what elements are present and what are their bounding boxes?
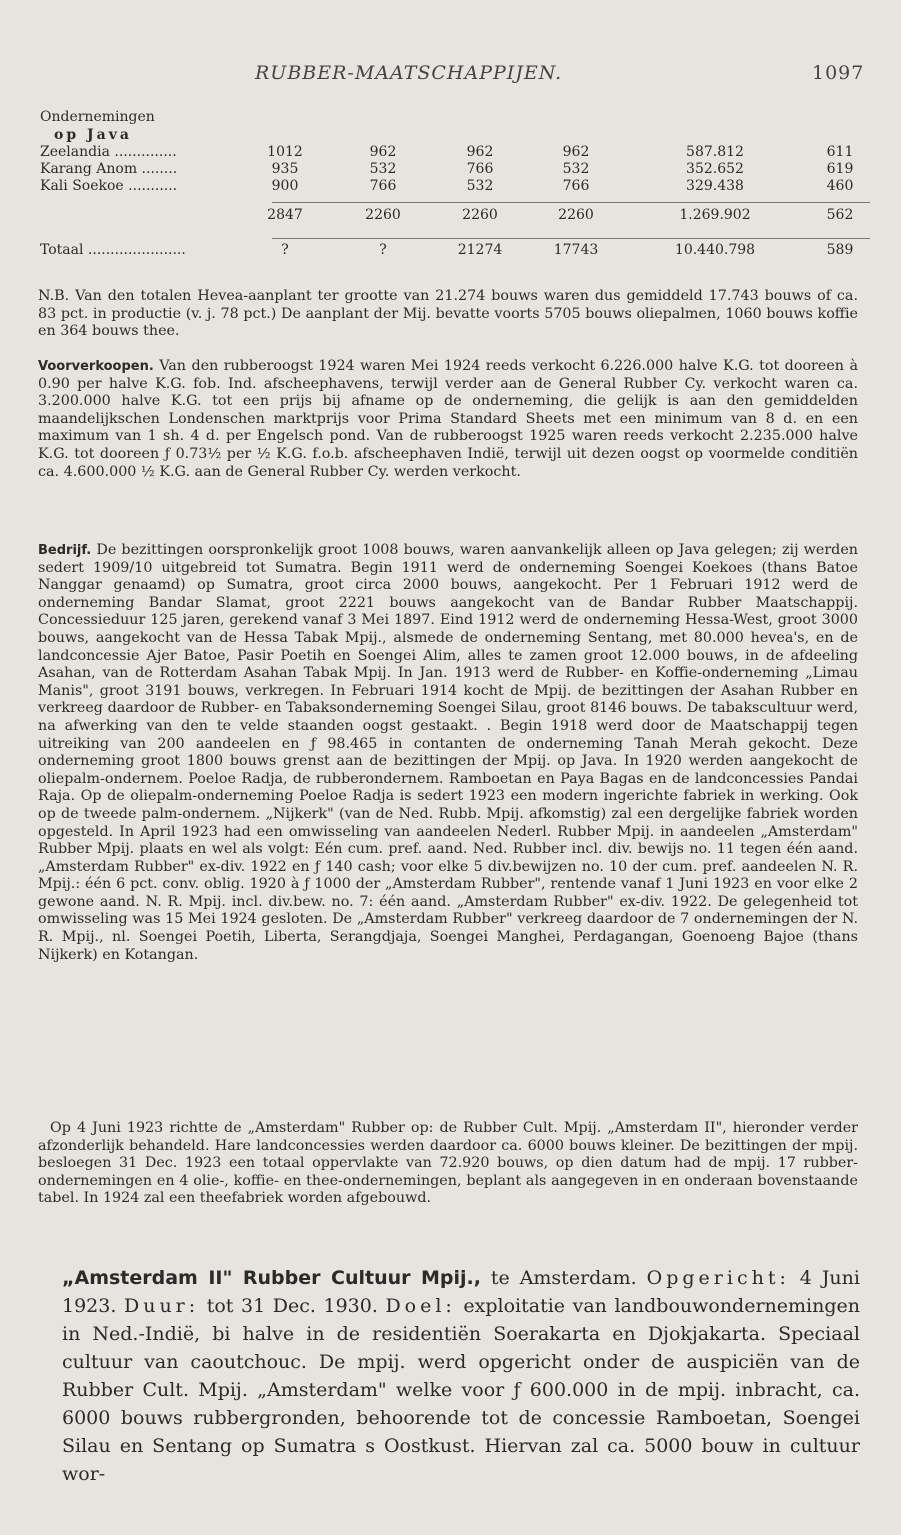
table-row: Karang Anom ........ 935 532 766 532 352.652 619: [40, 161, 854, 177]
bedrijf-text: De bezittingen oorspronkelijk groot 1008 bouws, waren aanvankelijk alleen op Java gelegen; zij werden sedert 1909/10 uitgebreid tot Sumatra. Begin 1911 werd de onderneming Soengei Koekoes (thans Batoe Nanggar genaamd) op Sumatra, groot circa 2000 bouws, aangekocht. Per 1 Februari 1912 werd de onderneming Bandar Slamat, groot 2221 bouws aangekocht van de Bandar Rubber Maatschappij. Concessieduur 125 jaren, gerekend vanaf 3 Mei 1897. Eind 1912 werd de onderneming Hessa-West, groot 3000 bouws, aangekocht van de Hessa Tabak Mpij., alsmede de onderneming Sentang, met 80.000 hevea's, en de landconcessie Ajer Batoe, Pasir Poetih en Soengei Alim, alles te zamen groot 12.000 bouws, in de afdeeling Asahan, van de Rotterdam Asahan Tabak Mpij. In Jan. 1913 werd de Rubber- en Koffie-onderneming „Limau Manis", groot 3191 bouws, verkregen. In Februari 1914 kocht de Mpij. de bezittingen der Asahan Rubber en verkreeg daardoor de Rubber- en Tabaksonderneming Soengei Silau, groot 8146 bouws. De tabakscultuur werd, na afwerking van den te velde staanden oogst gestaakt. . Begin 1918 werd door de Maatschappij tegen uitreiking van 200 aandeelen en ƒ 98.465 in contanten de onderneming Tanah Merah gekocht. Deze onderneming groot 1800 bouws grenst aan de bezittingen der Mpij. op Java. In 1920 werden aangekocht de oliepalm-ondernem. Poeloe Radja, de rubberondernem. Ramboetan en Paya Bagas en de landconcessies Pandai Raja. Op de oliepalm-onderneming Poeloe Radja is sedert 1923 een modern ingerichte fabriek in werking. Ook op de tweede palm-ondernem. „Nijkerk" (van de Ned. Rubb. Mpij. afkomstig) zal een dergelijke fabriek worden opgesteld. In April 1923 had een omwisseling van aandeelen Nederl. Rubber Mpij. in aandeelen „Amsterdam" Rubber Mpij. plaats en wel als volgt: Eén cum. pref. aand. Ned. Rubber incl. div. bewijs no. 11 tegen één aand. „Amsterdam Rubber" ex-div. 1922 en ƒ 140 cash; voor elke 5 div.bewijzen no. 10 der cum. pref. aandeelen N. R. Mpij.: één 6 pct. conv. oblig. 1920 à ƒ 1000 der „Amsterdam Rubber", rentende vanaf 1 Juni 1923 en voor elke 2 gewone aand. N. R. Mpij. incl. div.bew. no. 7: één aand. „Amsterdam Rubber" ex-div. 1922. De gelegenheid tot omwisseling was 15 Mei 1924 gesloten. De „Amsterdam Rubber" verkreeg daardoor de 7 ondernemingen der N. R. Mpij., nl. Soengei Poetih, Liberta, Serangdjaja, Soengei Manghei, Perdagangan, Goenoeng Bajoe (thans Nijkerk) en Kotangan.: [38, 542, 858, 963]
table-rule: [272, 238, 870, 239]
table-total-row: Totaal ...................... ? ? 21274 17743 10.440.798 589: [40, 242, 854, 258]
table-heading-line2: op Java: [54, 127, 132, 143]
amsterdam2-paragraph: „Amsterdam II" Rubber Cultuur Mpij., te Amsterdam. Opgericht: 4 Juni 1923. Duur: tot 31 Dec. 1930. Doel: exploitatie van landbouwondernemingen in Ned.-Indië, bi halve in de residentiën Soerakarta en Djokjakarta. Speciaal cultuur van caoutchouc. De mpij. werd opgericht onder de auspiciën van de Rubber Cult. Mpij. „Amsterdam" welke voor ƒ 600.000 in de mpij. inbracht, ca. 6000 bouws rubbergronden, behoorende tot de concessie Ramboetan, Soengei Silau en Sentang op Sumatra s Oostkust. Hiervan zal ca. 5000 bouw in cultuur wor-: [62, 1267, 860, 1485]
voorverkoopen-text: Van den rubberoogst 1924 waren Mei 1924 reeds verkocht 6.226.000 halve K.G. tot dooreen à 0.90 per halve K.G. fob. Ind. afscheephavens, terwijl verder aan de General Rubber Cy. verkocht waren ca. 3.200.000 halve K.G. tot een prijs bij afname op de onderneming, die gelijk is aan den gemiddelden maandelijkschen Londenschen marktprijs voor Prima Standard Sheets met een minimum van 8 d. en een maximum van 1 sh. 4 d. per Engelsch pond. Van de rubberoogst 1925 waren reeds verkocht 2.235.000 halve K.G. tot dooreen ƒ 0.73½ per ½ K.G. f.o.b. afscheephaven Indië, terwijl uit dezen oogst op voormelde conditiën ca. 4.600.000 ½ K.G. aan de General Rubber Cy. werden verkocht.: [38, 358, 858, 480]
table-subtotal-row: 2847 2260 2260 2260 1.269.902 562: [267, 207, 854, 223]
bedrijf-paragraph: [38, 542, 858, 964]
bedrijf-lead: Bedrijf.: [38, 543, 92, 558]
nb-paragraph: N.B. Van den totalen Hevea-aanplant ter grootte van 21.274 bouws waren dus gemiddeld 17.743 bouws of ca. 83 pct. in productie (v. j. 78 pct.) De aanplant der Mij. bevatte voorts 5705 bouws oliepalmen, 1060 bouws koffie en 364 bouws thee.: [38, 288, 858, 340]
table-row: Kali Soekoe ........... 900 766 532 766 329.438 460: [40, 178, 854, 194]
voorverkoopen-paragraph: [38, 358, 858, 481]
plantation-table: [40, 108, 870, 259]
running-title: RUBBER-MAATSCHAPPIJEN.: [255, 62, 563, 84]
voorverkoopen-lead: Voorverkoopen.: [38, 359, 154, 374]
page-number: 1097: [812, 62, 865, 84]
table-heading-line1: Ondernemingen: [40, 109, 155, 125]
company-name: „Amsterdam II" Rubber Cultuur Mpij.,: [62, 1267, 481, 1289]
op4juni-paragraph: Op 4 Juni 1923 richtte de „Amsterdam" Rubber op: de Rubber Cult. Mpij. „Amsterdam II", hieronder verder afzonderlijk behandeld. Hare landconcessies werden daardoor ca. 6000 bouws kleiner. De bezittingen der mpij. besloegen 31 Dec. 1923 een totaal oppervlakte van 72.920 bouws, op dien datum had de mpij. 17 rubber-ondernemingen en 4 olie-, koffie- en thee-ondernemingen, beplant als aangegeven in en onderaan bovenstaande tabel. In 1924 zal een theefabriek worden afgebouwd.: [38, 1120, 858, 1207]
table-row: Zeelandia .............. 1012 962 962 962 587.812 611: [40, 144, 854, 160]
running-header: [0, 62, 901, 88]
table-heading: [40, 108, 870, 144]
table-rule: [272, 202, 870, 203]
